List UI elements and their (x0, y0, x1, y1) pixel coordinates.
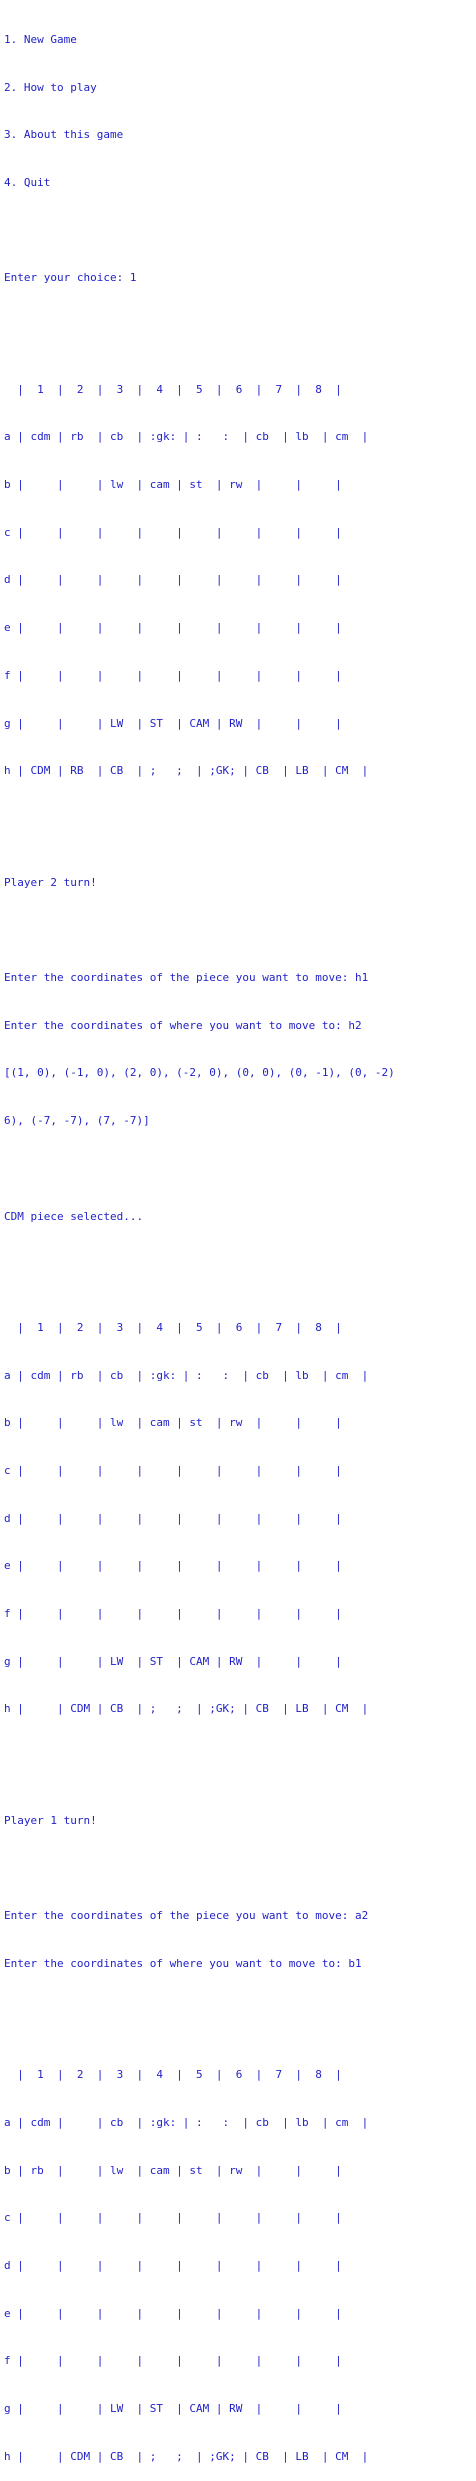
board-2-row-c: c | | | | | | | | | (4, 1463, 342, 1477)
board-1-row-d: d | | | | | | | | | (4, 573, 342, 587)
choice-prompt: Enter your choice: 1 (4, 271, 137, 285)
board-1-row-h: h | CDM | RB | CB | ; ; | ;GK; | CB | LB | CM | (4, 764, 369, 778)
blank-line (4, 1161, 395, 1177)
board-2-row-a: a | cdm | rb | cb | :gk: | : : | cb | lb | cm | (4, 1368, 369, 1382)
board-1-header-row: | 1 | 2 | 3 | 4 | 5 | 6 | 7 | 8 | (4, 382, 342, 396)
board-1-row-c: c | | | | | | | | | (4, 525, 342, 539)
board-3-row-b: b | rb | | lw | cam | st | rw | | | (4, 2163, 342, 2177)
blank-line (4, 318, 395, 334)
blank-line (4, 1256, 395, 1272)
menu-item-about: 3. About this game (4, 128, 124, 142)
board-2-row-b: b | | | lw | cam | st | rw | | | (4, 1416, 342, 1430)
menu-item-quit: 4. Quit (4, 175, 51, 189)
blank-line (4, 2004, 395, 2020)
board-3-row-h: h | | CDM | CB | ; ; | ;GK; | CB | LB | CM | (4, 2449, 369, 2463)
board-2-header-row: | 1 | 2 | 3 | 4 | 5 | 6 | 7 | 8 | (4, 1320, 342, 1334)
blank-line (4, 1749, 395, 1765)
blank-line (4, 922, 395, 938)
menu-item-how-to-play: 2. How to play (4, 80, 97, 94)
board-1-row-b: b | | | lw | cam | st | rw | | | (4, 478, 342, 492)
blank-line (4, 1860, 395, 1876)
piece-coordinate-prompt: Enter the coordinates of the piece you want to move: h1 (4, 970, 369, 984)
board-2-row-h: h | | CDM | CB | ; ; | ;GK; | CB | LB | CM | (4, 1702, 369, 1716)
board-1-row-g: g | | | LW | ST | CAM | RW | | | (4, 716, 342, 730)
board-3-header-row: | 1 | 2 | 3 | 4 | 5 | 6 | 7 | 8 | (4, 2068, 342, 2082)
turn-indicator: Player 2 turn! (4, 875, 97, 889)
menu-item-new-game: 1. New Game (4, 32, 77, 46)
board-2-row-g: g | | | LW | ST | CAM | RW | | | (4, 1654, 342, 1668)
move-list-output: [(1, 0), (-1, 0), (2, 0), (-2, 0), (0, 0), (0, -1), (0, -2) (4, 1066, 395, 1080)
board-1-row-f: f | | | | | | | | | (4, 668, 342, 682)
board-3-row-e: e | | | | | | | | | (4, 2306, 342, 2320)
board-2-row-f: f | | | | | | | | | (4, 1607, 342, 1621)
board-1-row-a: a | cdm | rb | cb | :gk: | : : | cb | lb | cm | (4, 430, 369, 444)
move-list-output-continued: 6), (-7, -7), (7, -7)] (4, 1114, 150, 1128)
board-3-row-c: c | | | | | | | | | (4, 2211, 342, 2225)
board-1-row-e: e | | | | | | | | | (4, 621, 342, 635)
board-3-row-g: g | | | LW | ST | CAM | RW | | | (4, 2402, 342, 2416)
piece-coordinate-prompt: Enter the coordinates of the piece you want to move: a2 (4, 1909, 369, 1923)
blank-line (4, 811, 395, 827)
turn-indicator: Player 1 turn! (4, 1813, 97, 1827)
board-2-row-e: e | | | | | | | | | (4, 1559, 342, 1573)
target-coordinate-prompt: Enter the coordinates of where you want to move to: h2 (4, 1018, 362, 1032)
blank-line (4, 223, 395, 239)
selection-message: CDM piece selected... (4, 1209, 144, 1223)
board-3-row-d: d | | | | | | | | | (4, 2258, 342, 2272)
board-2-row-d: d | | | | | | | | | (4, 1511, 342, 1525)
terminal-output (4, 0, 395, 2481)
board-3-row-f: f | | | | | | | | | (4, 2354, 342, 2368)
board-3-row-a: a | cdm | | cb | :gk: | : : | cb | lb | cm | (4, 2115, 369, 2129)
target-coordinate-prompt: Enter the coordinates of where you want to move to: b1 (4, 1956, 362, 1970)
